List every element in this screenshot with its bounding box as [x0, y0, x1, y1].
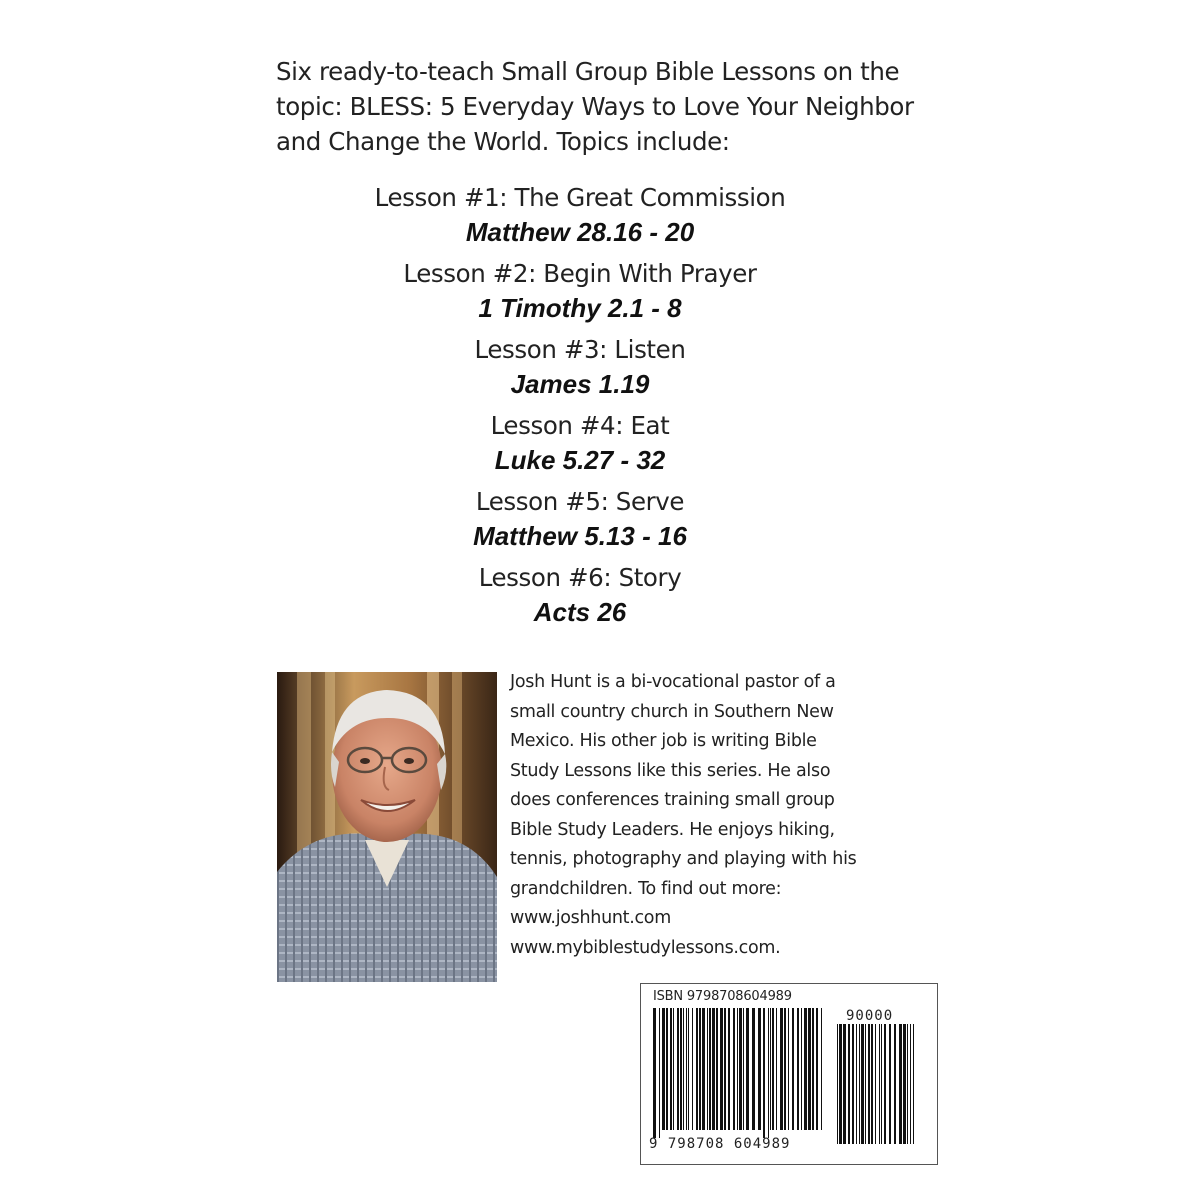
bio-line: Josh Hunt is a bi-vocational pastor of a — [510, 672, 836, 692]
barcode-bar — [868, 1024, 870, 1144]
barcode-bar — [839, 1024, 842, 1144]
barcode-bar — [894, 1024, 896, 1144]
barcode-bar — [752, 1008, 755, 1130]
author-bio — [510, 668, 910, 963]
barcode-bar — [770, 1008, 771, 1130]
lesson-title: Lesson #3: Listen — [474, 335, 686, 364]
intro-line: topic: BLESS: 5 Everyday Ways to Love Your Neighbor — [276, 92, 914, 121]
barcode-bar — [737, 1008, 738, 1130]
barcode-bar — [739, 1008, 742, 1130]
barcode-bar — [776, 1008, 777, 1130]
barcode-bar — [680, 1008, 682, 1130]
lesson-list — [330, 181, 830, 637]
isbn-label: ISBN 9798708604989 — [653, 989, 792, 1004]
barcode-bar — [709, 1008, 711, 1130]
barcode-bar — [780, 1008, 783, 1130]
intro-paragraph — [276, 54, 916, 159]
barcode-addon-bars — [837, 1024, 927, 1152]
barcode-bar — [699, 1008, 701, 1130]
barcode-bar — [784, 1008, 786, 1130]
lesson-scripture-ref: Acts 26 — [533, 597, 627, 627]
barcode-bar — [843, 1024, 846, 1144]
barcode-bar — [879, 1024, 880, 1144]
bio-line: small country church in Southern New — [510, 701, 834, 722]
barcode-bar — [889, 1024, 891, 1144]
bio-line: does conferences training small group — [510, 790, 835, 810]
barcode-bar — [666, 1008, 668, 1130]
bio-link-joshhunt: www.joshhunt.com — [510, 908, 671, 928]
lesson-item — [330, 333, 830, 409]
bio-line: Mexico. His other job is writing Bible — [510, 731, 817, 751]
bio-line: Study Lessons like this series. He also — [510, 760, 831, 781]
barcode-bar — [859, 1024, 860, 1144]
barcode-bar — [720, 1008, 723, 1130]
barcode-bar — [899, 1024, 902, 1144]
isbn-barcode — [640, 983, 938, 1165]
barcode-bar — [861, 1024, 864, 1144]
barcode-bar — [758, 1008, 761, 1130]
lesson-scripture-ref: Luke 5.27 - 32 — [494, 445, 666, 475]
lesson-item — [330, 485, 830, 561]
barcode-bar — [865, 1024, 866, 1144]
barcode-bar — [848, 1024, 850, 1144]
barcode-bar — [702, 1008, 705, 1130]
barcode-bar — [875, 1024, 876, 1144]
barcode-number: 9 798708 604989 — [649, 1136, 791, 1152]
barcode-bar — [659, 1008, 660, 1138]
barcode-bar — [821, 1008, 822, 1130]
author-photo — [277, 672, 497, 982]
lesson-title: Lesson #6: Story — [478, 563, 682, 592]
barcode-bar — [728, 1008, 730, 1130]
barcode-bar — [910, 1024, 911, 1144]
barcode-bar — [692, 1008, 693, 1130]
intro-line: Six ready-to-teach Small Group Bible Lessons on the — [276, 57, 900, 86]
barcode-bar — [707, 1008, 708, 1130]
barcode-bar — [686, 1008, 687, 1130]
barcode-bar — [913, 1024, 914, 1144]
lesson-item — [330, 561, 830, 637]
barcode-bar — [733, 1008, 735, 1130]
bio-line: grandchildren. To find out more: — [510, 878, 782, 899]
barcode-bar — [670, 1008, 672, 1130]
barcode-bar — [768, 1008, 769, 1138]
lesson-title: Lesson #5: Serve — [475, 487, 685, 516]
barcode-bar — [772, 1008, 774, 1130]
barcode-bar — [696, 1008, 698, 1130]
lesson-scripture-ref: Matthew 5.13 - 16 — [473, 521, 687, 551]
barcode-bars — [653, 1008, 828, 1138]
barcode-bar — [746, 1008, 749, 1130]
bio-link-mybiblestudylessons: www.mybiblestudylessons.com. — [510, 937, 781, 958]
lesson-scripture-ref: Matthew 28.16 - 20 — [465, 217, 695, 247]
barcode-bar — [797, 1008, 799, 1130]
barcode-bar — [852, 1024, 854, 1144]
barcode-bar — [816, 1008, 818, 1130]
barcode-bar — [788, 1008, 789, 1130]
barcode-bar — [903, 1024, 906, 1144]
lesson-scripture-ref: 1 Timothy 2.1 - 8 — [478, 293, 682, 323]
lesson-item — [330, 181, 830, 257]
barcode-bar — [673, 1008, 674, 1130]
barcode-bar — [812, 1008, 814, 1130]
barcode-bar — [688, 1008, 689, 1130]
barcode-bar — [763, 1008, 765, 1138]
bio-line: Bible Study Leaders. He enjoys hiking, — [510, 819, 835, 840]
barcode-bar — [662, 1008, 665, 1130]
barcode-bar — [907, 1024, 908, 1144]
barcode-bar — [683, 1008, 684, 1130]
barcode-bar — [712, 1008, 715, 1130]
lesson-scripture-ref: James 1.19 — [510, 369, 650, 399]
barcode-bar — [808, 1008, 811, 1130]
barcode-bar — [677, 1008, 679, 1130]
barcode-bar — [881, 1024, 882, 1144]
lesson-item — [330, 257, 830, 333]
barcode-bar — [716, 1008, 718, 1130]
lesson-title: Lesson #1: The Great Commission — [374, 183, 786, 212]
lesson-title: Lesson #4: Eat — [490, 411, 670, 440]
intro-line: and Change the World. Topics include: — [276, 127, 730, 156]
barcode-bar — [653, 1008, 656, 1138]
bio-line: tennis, photography and playing with his — [510, 849, 857, 869]
barcode-bar — [804, 1008, 807, 1130]
barcode-bar — [856, 1024, 857, 1144]
lesson-item — [330, 409, 830, 485]
barcode-bar — [884, 1024, 886, 1144]
lesson-title: Lesson #2: Begin With Prayer — [403, 259, 757, 288]
barcode-bar — [871, 1024, 873, 1144]
barcode-bar — [801, 1008, 802, 1130]
barcode-bar — [724, 1008, 726, 1130]
barcode-addon-number: 90000 — [846, 1008, 894, 1024]
barcode-bar — [792, 1008, 794, 1130]
barcode-bar — [837, 1024, 838, 1144]
barcode-bar — [743, 1008, 744, 1130]
